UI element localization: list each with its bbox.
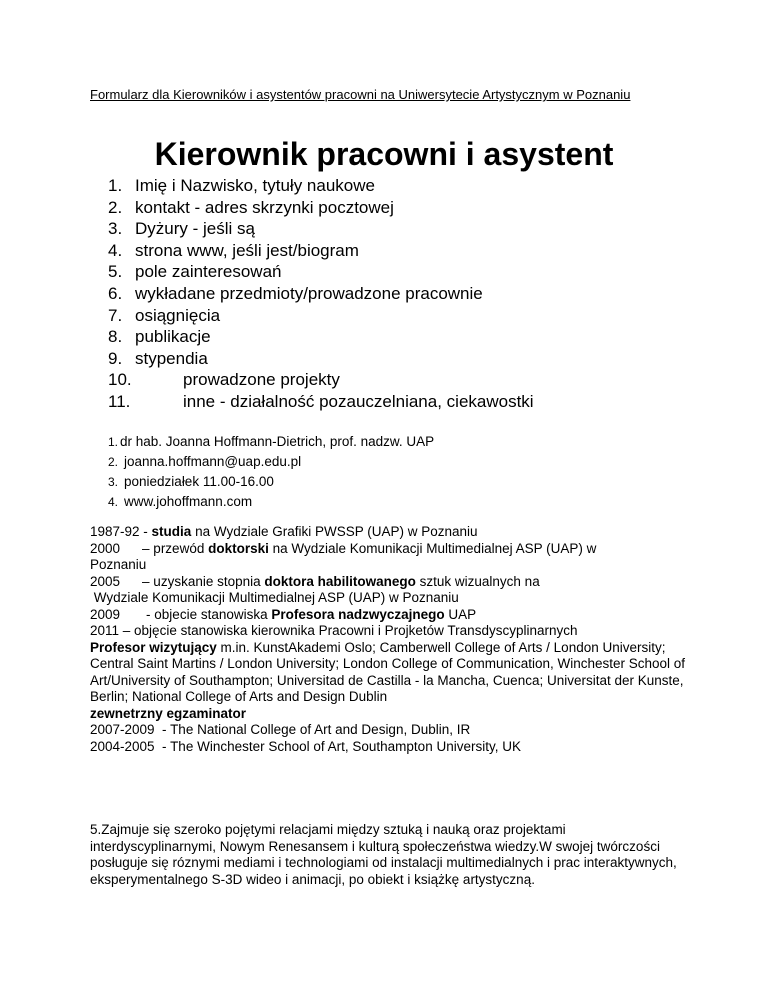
- cv-year: 2000: [90, 540, 121, 556]
- item-number: 10.: [108, 370, 132, 390]
- cv-examiner-item: 2004-2005 - The Winchester School of Art, Southampton University, UK: [90, 738, 521, 754]
- cv-bold: Profesora nadzwyczajnego: [271, 606, 445, 622]
- contact-item-name: [108, 432, 434, 452]
- cv-examiner-heading: [90, 706, 690, 723]
- item-number: 4.: [108, 240, 123, 260]
- item-number: 8.: [108, 327, 123, 347]
- list-item: [108, 197, 534, 219]
- item-text: Dyżury - jeśli są: [135, 219, 255, 239]
- cv-text: m.in. KunstAkademi Oslo; Camberwell College of Arts / London University; Central Saint Martins / London University; London College of Communication, Winchester School of Art/University of Southampton; Universitad de Castilla - la Mancha, Cuenca; Universitat der Kunste, Berlin; National College of Arts and Design Dublin: [90, 639, 686, 704]
- item-text: poniedziałek 11.00-16.00: [124, 474, 274, 489]
- item-number: 2.: [108, 455, 119, 469]
- item-text: Imię i Nazwisko, tytuły naukowe: [135, 176, 375, 195]
- cv-year: 2005: [90, 573, 121, 589]
- item-number: 2.: [108, 197, 123, 217]
- item-text: dr hab. Joanna Hoffmann-Dietrich, prof. nadzw. UAP: [120, 434, 435, 449]
- cv-visiting: [90, 640, 690, 706]
- cv-text: UAP: [444, 606, 477, 622]
- page-title: Kierownik pracowni i asystent: [154, 136, 614, 172]
- item-text: wykładane przedmioty/prowadzone pracownie: [135, 283, 483, 303]
- item-text: kontakt - adres skrzynki pocztowej: [135, 197, 394, 217]
- item-number: 9.: [108, 348, 123, 368]
- list-item: [108, 283, 534, 305]
- item-number: 3.: [108, 475, 119, 489]
- contact-item-email: [108, 452, 434, 472]
- contact-item-website: [108, 492, 434, 512]
- item-text: pole zainteresowań: [135, 262, 282, 282]
- item-number: 11.: [108, 391, 131, 411]
- list-item: [108, 261, 534, 283]
- list-item: [108, 348, 534, 370]
- item-number: 1.: [108, 176, 123, 195]
- questions-list: [108, 175, 534, 413]
- cv-line-studies: [90, 524, 690, 541]
- item-text: osiągnięcia: [135, 305, 221, 325]
- contact-list: [108, 432, 434, 512]
- item-number: 5.: [108, 262, 123, 282]
- list-item: [108, 369, 534, 391]
- cv-text: 1987-92 -: [90, 524, 152, 539]
- item-text: prowadzone projekty: [183, 370, 340, 390]
- item-text: www.johoffmann.com: [124, 494, 253, 509]
- cv-line-city: Poznaniu: [90, 557, 147, 572]
- cv-year: 2009: [90, 606, 121, 622]
- cv-text: na Wydziale Komunikacji Multimedialnej ASP (UAP) w: [268, 540, 597, 556]
- cv-examiner-item: 2007-2009 - The National College of Art and Design, Dublin, IR: [90, 722, 471, 737]
- cv-line-habilitation: [90, 574, 690, 591]
- cv-bold: Profesor wizytujący: [90, 639, 217, 655]
- contact-item-hours: [108, 472, 434, 492]
- cv-section: [90, 524, 690, 755]
- list-item: [108, 240, 534, 262]
- item-number: 1.: [108, 435, 119, 449]
- item-text: strona www, jeśli jest/biogram: [135, 240, 359, 260]
- item-text: stypendia: [135, 348, 208, 368]
- cv-text: - objecie stanowiska: [146, 606, 272, 622]
- cv-bold: doktorski: [208, 540, 269, 556]
- item-text: publikacje: [135, 327, 211, 347]
- cv-text: – uzyskanie stopnia: [142, 573, 265, 589]
- cv-line-head: 2011 – objęcie stanowiska kierownika Pracowni i Projketów Transdyscyplinarnych: [90, 623, 578, 638]
- item-text: joanna.hoffmann@uap.edu.pl: [124, 454, 302, 469]
- cv-bold: studia: [151, 524, 192, 539]
- list-item: [108, 391, 534, 413]
- item-number: 4.: [108, 495, 119, 509]
- list-item: [108, 305, 534, 327]
- cv-bold: zewnetrzny egzaminator: [90, 705, 247, 721]
- cv-line-doctorate: [90, 541, 690, 558]
- cv-text: na Wydziale Grafiki PWSSP (UAP) w Poznaniu: [191, 524, 478, 539]
- cv-line-professor: [90, 607, 690, 624]
- list-item: [108, 218, 534, 240]
- item-number: 3.: [108, 219, 123, 239]
- form-title-link[interactable]: Formularz dla Kierowników i asystentów pracowni na Uniwersytecie Artystycznym w Poznaniu: [90, 87, 631, 102]
- cv-text: sztuk wizualnych na: [415, 573, 540, 589]
- item-number: 6.: [108, 283, 123, 303]
- item-number: 7.: [108, 305, 123, 325]
- list-item: [108, 326, 534, 348]
- interests-paragraph: 5.Zajmuje się szeroko pojętymi relacjami między sztuką i nauką oraz projektami interdyscyplinarnymi, Nowym Renesansem i kulturą społeczeństwa wiedzy.W swojej twórczości posługuje się róznymi mediami i technologiami od instalacji multimedialnych i prac interaktywnych, eksperymentalnego S-3D wideo i animacji, po obiekt i książkę artystyczną.: [90, 822, 677, 887]
- cv-line-faculty: Wydziale Komunikacji Multimedialnej ASP (UAP) w Poznaniu: [90, 590, 459, 605]
- item-text: inne - działalność pozauczelniana, ciekawostki: [183, 391, 534, 411]
- cv-bold: doktora habilitowanego: [264, 573, 416, 589]
- list-item: [108, 175, 534, 197]
- cv-text: – przewód: [142, 540, 209, 556]
